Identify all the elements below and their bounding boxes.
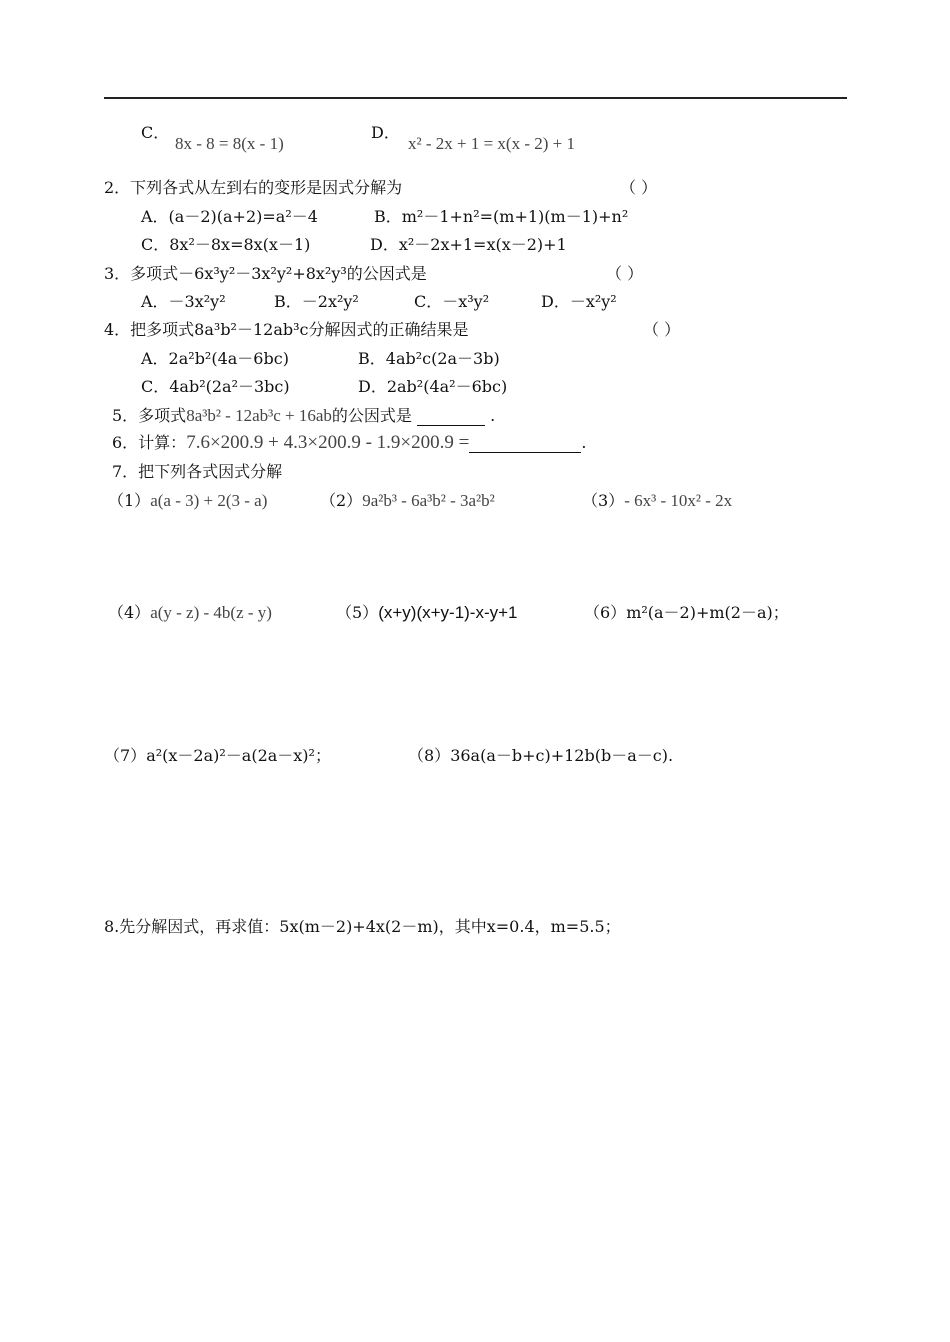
q7-item-2 [320,491,495,511]
q5-answer-blank[interactable] [417,409,485,426]
q7-item-expr: a(y - z) - 4b(z - y) [150,603,272,622]
q5-line [112,406,495,426]
q7-item-expr: (x+y)(x+y-1)-x-y+1 [378,603,518,622]
q7-title: 7．把下列各式因式分解 [112,462,283,481]
q7-item-expr: - 6x³ - 10x² - 2x [624,491,733,510]
q7-item-5 [336,603,518,623]
q7-item-8 [408,746,673,766]
q3-answer-bracket: （ ） [606,264,644,283]
q7-item-label: （1） [108,491,151,510]
q2-option-d: D．x²－2x+1=x(x－2)+1 [370,235,567,254]
q1-option-c-expr: 8x - 8 = 8(x - 1) [175,134,284,153]
q4-option-a: A．2a²b²(4a－6bc) [141,349,289,368]
q4-option-b: B．4ab²c(2a－3b) [358,349,500,368]
q7-item-expr: m²(a－2)+m(2－a)； [626,603,789,622]
q4-answer-bracket: （ ） [643,320,681,339]
q7-item-label: （2） [320,491,363,510]
q7-item-label: （4） [108,603,151,622]
q1-option-c-label: C． [141,123,170,142]
q7-item-4 [108,603,272,623]
q6-expr: 7.6×200.9 + 4.3×200.9 - 1.9×200.9 = [186,432,470,453]
q7-item-expr: a(a - 3) + 2(3 - a) [150,491,268,510]
q2-option-c: C．8x²－8x=8x(x－1) [141,235,311,254]
q7-item-7 [104,746,331,766]
q4-stem: 4．把多项式8a³b²－12ab³c分解因式的正确结果是 [104,320,469,339]
q3-option-b: B．－2x²y² [274,292,359,311]
q7-item-label: （5） [336,603,379,622]
q7-item-1 [108,491,267,511]
q2-option-a: A．(a－2)(a+2)=a²－4 [141,207,318,226]
q7-item-expr: a²(x－2a)²－a(2a－x)²； [146,746,331,765]
q5-end: . [490,406,496,425]
q3-option-d: D．－x²y² [541,292,617,311]
q7-item-expr: 36a(a－b+c)+12b(b－a－c). [450,746,674,765]
q3-option-c: C．－x³y² [414,292,490,311]
q4-option-d: D．2ab²(4a²－6bc) [358,377,508,396]
q2-stem: 2．下列各式从左到右的变形是因式分解为 [104,178,403,197]
q6-end: . [581,433,587,452]
q5-suffix: 的公因式是 [331,406,412,425]
q7-item-label: （6） [584,603,627,622]
q2-option-b: B．m²－1+n²=(m+1)(m－1)+n² [374,207,629,226]
q4-option-c: C．4ab²(2a²－3bc) [141,377,290,396]
q3-stem: 3．多项式－6x³y²－3x²y²+8x²y³的公因式是 [104,264,427,283]
q7-item-3 [582,491,732,511]
q7-item-label: （3） [582,491,625,510]
q8-text: 8.先分解因式，再求值：5x(m－2)+4x(2－m)，其中x=0.4，m=5.5； [104,917,621,936]
header-rule [104,97,847,99]
q7-item-6 [584,603,789,623]
q7-item-expr: 9a²b³ - 6a³b² - 3a²b² [362,491,495,510]
q6-prefix: 6．计算： [112,433,187,452]
q1-option-d-expr: x² - 2x + 1 = x(x - 2) + 1 [408,134,576,153]
q6-line [112,433,586,453]
q7-item-label: （7） [104,746,147,765]
q5-expr: 8a³b² - 12ab³c + 16ab [186,406,332,425]
q6-answer-blank[interactable] [469,436,581,453]
q3-option-a: A．－3x²y² [141,292,226,311]
q5-prefix: 5．多项式 [112,406,187,425]
q7-item-label: （8） [408,746,451,765]
q1-option-d-label: D． [371,123,400,142]
q2-answer-bracket: （ ） [620,178,658,197]
